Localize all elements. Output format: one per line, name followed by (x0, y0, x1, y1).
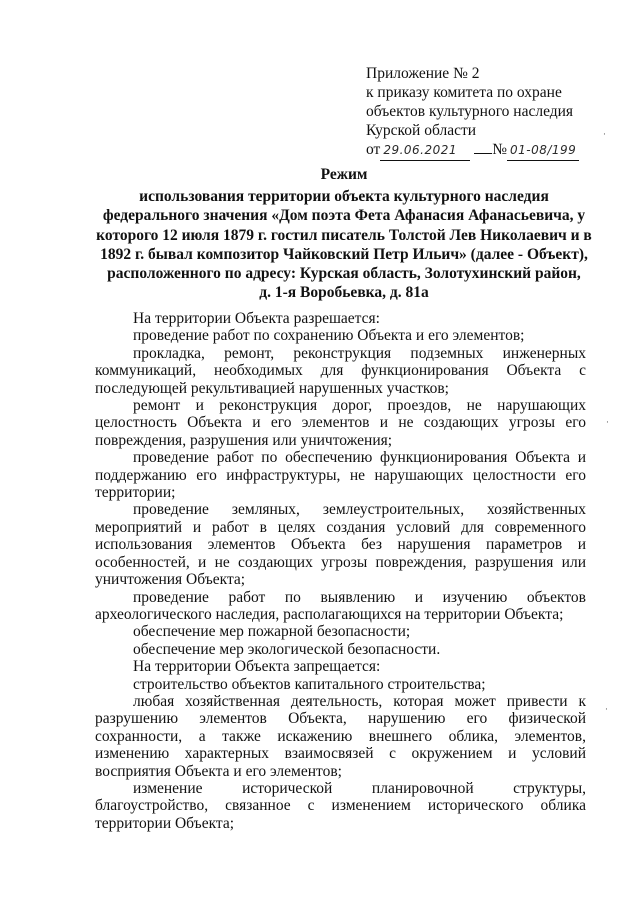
paragraph: проведение работ по сохранению Объекта и его элементов; (133, 327, 525, 345)
title-regime: Режим (320, 166, 368, 183)
paragraph: изменение исторической планировочной структуры, благоустройство, связанное с изменением исторического облика территории Объекта; (95, 779, 586, 832)
title-line-4: 1892 г. бывал композитор Чайковский Петр Ильич» (далее - Объект), (100, 245, 588, 263)
order-date-number-line (366, 140, 616, 161)
from-label: от (366, 141, 381, 158)
title-line-1: использования территории объекта культурного наследия (139, 188, 549, 206)
signature-underline (474, 153, 492, 154)
appendix-order-ref: к приказу комитета по охране (366, 84, 562, 101)
document-body (95, 310, 586, 832)
paragraph: проведение работ по выявлению и изучению объектов археологического наследия, располагающихся на территории Объекта; (95, 588, 586, 623)
paragraph: строительство объектов капитального строительства; (133, 675, 486, 693)
title-line-5: расположенного по адресу: Курская область, Золотухинский район, (107, 265, 581, 283)
appendix-region: Курской области (366, 122, 477, 139)
title-line-2: федерального значения «Дом поэта Фета Афанасия Афанасьевича, у (102, 207, 586, 225)
scan-speck: · (605, 705, 608, 715)
scan-speck: · (603, 130, 606, 140)
title-line-6: д. 1-я Воробьевка, д. 81а (259, 284, 429, 302)
number-label: № (492, 141, 507, 158)
paragraph: проведение работ по обеспечению функционирования Объекта и поддержанию его инфраструктуры, не нарушающих целостности его территории; (95, 449, 586, 502)
paragraph: ремонт и реконструкция дорог, проездов, не нарушающих целостность Объекта и его элементов и не создающих угрозы его повреждения, разрушения или уничтожения; (95, 397, 586, 449)
appendix-number: Приложение № 2 (366, 65, 480, 82)
appendix-committee: объектов культурного наследия (366, 103, 574, 120)
paragraph-permitted-heading: На территории Объекта разрешается: (133, 310, 380, 327)
paragraph: обеспечение мер пожарной безопасности; (133, 623, 411, 641)
handwritten-date: 29.06.2021 (380, 141, 470, 161)
paragraph: обеспечение мер экологической безопасности. (133, 640, 441, 658)
paragraph: прокладка, ремонт, реконструкция подземных инженерных коммуникаций, необходимых для функционирования Объекта с последующей рекультивацией нарушенных участков; (95, 344, 586, 397)
appendix-header (366, 64, 616, 161)
scan-speck: · (606, 418, 609, 428)
title-line-3: которого 12 июля 1879 г. гостил писатель Толстой Лев Николаевич и в (96, 226, 592, 244)
paragraph-prohibited-heading: На территории Объекта запрещается: (133, 658, 381, 676)
paragraph: любая хозяйственная деятельность, которая может привести к разрушению элементов Объекта, нарушению его физической сохранности, а также искажению внешнего облика, элементов, изменению характерных взаимосвязей с окружением и условий восприятия Объекта и его элементов; (95, 692, 586, 780)
document-title (96, 165, 592, 302)
handwritten-number: 01-08/199 (507, 141, 579, 161)
paragraph: проведение земляных, землеустроительных, хозяйственных мероприятий и работ в целях создания условий для современного использования элементов Объекта без нарушения параметров и особенностей, и не создающих угрозы повреждения, разрушения или уничтожения Объекта; (95, 501, 586, 589)
